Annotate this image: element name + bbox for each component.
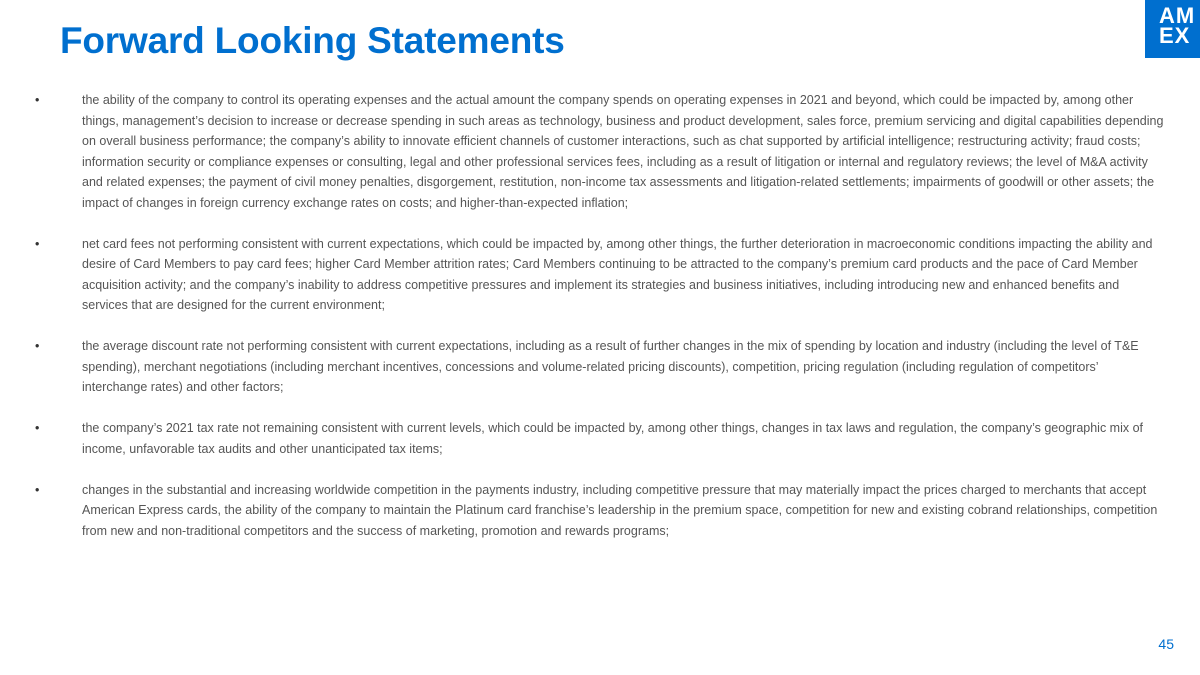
bullet-item — [0, 418, 1200, 459]
bullet-item — [0, 90, 1200, 213]
bullet-text: the average discount rate not performing consistent with current expectations, including as a result of further changes in the mix of spending by location and industry (including the level of T&E spending), merchant negotiations (including merchant incentives, concessions and volume-related pricing discounts), competition, pricing regulation (including regulation of competitors’ interchange rates) and other factors; — [82, 339, 1139, 394]
bullet-icon: • — [35, 93, 40, 107]
bullet-item — [0, 480, 1200, 542]
bullet-icon: • — [35, 339, 40, 353]
page-number: 45 — [1158, 636, 1174, 652]
bullet-icon: • — [35, 421, 40, 435]
bullet-text: changes in the substantial and increasing worldwide competition in the payments industry, including competitive pressure that may materially impact the prices charged to merchants that accept American Express cards, the ability of the company to maintain the Platinum card franchise’s leadership in the premium space, competition for new and existing cobrand relationships, competition from new and non-traditional competitors and the success of marketing, promotion and rewards programs; — [82, 482, 1158, 538]
bullet-item — [0, 336, 1200, 398]
bullet-text: the company’s 2021 tax rate not remaining consistent with current levels, which could be impacted by, among other things, changes in tax laws and regulation, the company’s geographic mix of income, unfavorable tax audits and other unanticipated tax items; — [82, 421, 1144, 456]
bullet-icon: • — [35, 482, 40, 497]
amex-logo-text: AM EX — [1159, 3, 1196, 48]
amex-logo — [1145, 0, 1200, 58]
bullet-text: net card fees not performing consistent with current expectations, which could be impacted by, among other things, the further deterioration in macroeconomic conditions impacting the ability and desire of Card Members to pay card fees; higher Card Member attrition rates; Card Members continuing to be attracted to the company’s premium card products and the pace of Card Member acquisition activity; and the company’s inability to address competitive pressures and implement its strategies and business initiatives, including introducing new and enhanced benefits and services that are designed for the current environment; — [82, 236, 1153, 312]
bullet-text: the ability of the company to control its operating expenses and the actual amount the company spends on operating expenses in 2021 and beyond, which could be impacted by, among other things, management’s decision to increase or decrease spending in such areas as technology, business and product development, sales force, premium servicing and digital capabilities depending on overall business performance; the company’s ability to innovate efficient channels of customer interactions, such as chat supported by artificial intelligence; restructuring activity; fraud costs; information security or compliance expenses or consulting, legal and other professional services fees, including as a result of litigation or internal and regulatory reviews; the level of M&A activity and related expenses; the payment of civil money penalties, disgorgement, restitution, non-income tax assessments and litigation-related settlements; impairments of goodwill or other assets; the impact of changes in foreign currency exchange rates on costs; and higher-than-expected inflation; — [82, 93, 1164, 210]
bullet-item — [0, 234, 1200, 316]
bullet-icon: • — [35, 236, 40, 251]
bullet-list — [0, 90, 1200, 562]
slide-title: Forward Looking Statements — [60, 20, 565, 61]
